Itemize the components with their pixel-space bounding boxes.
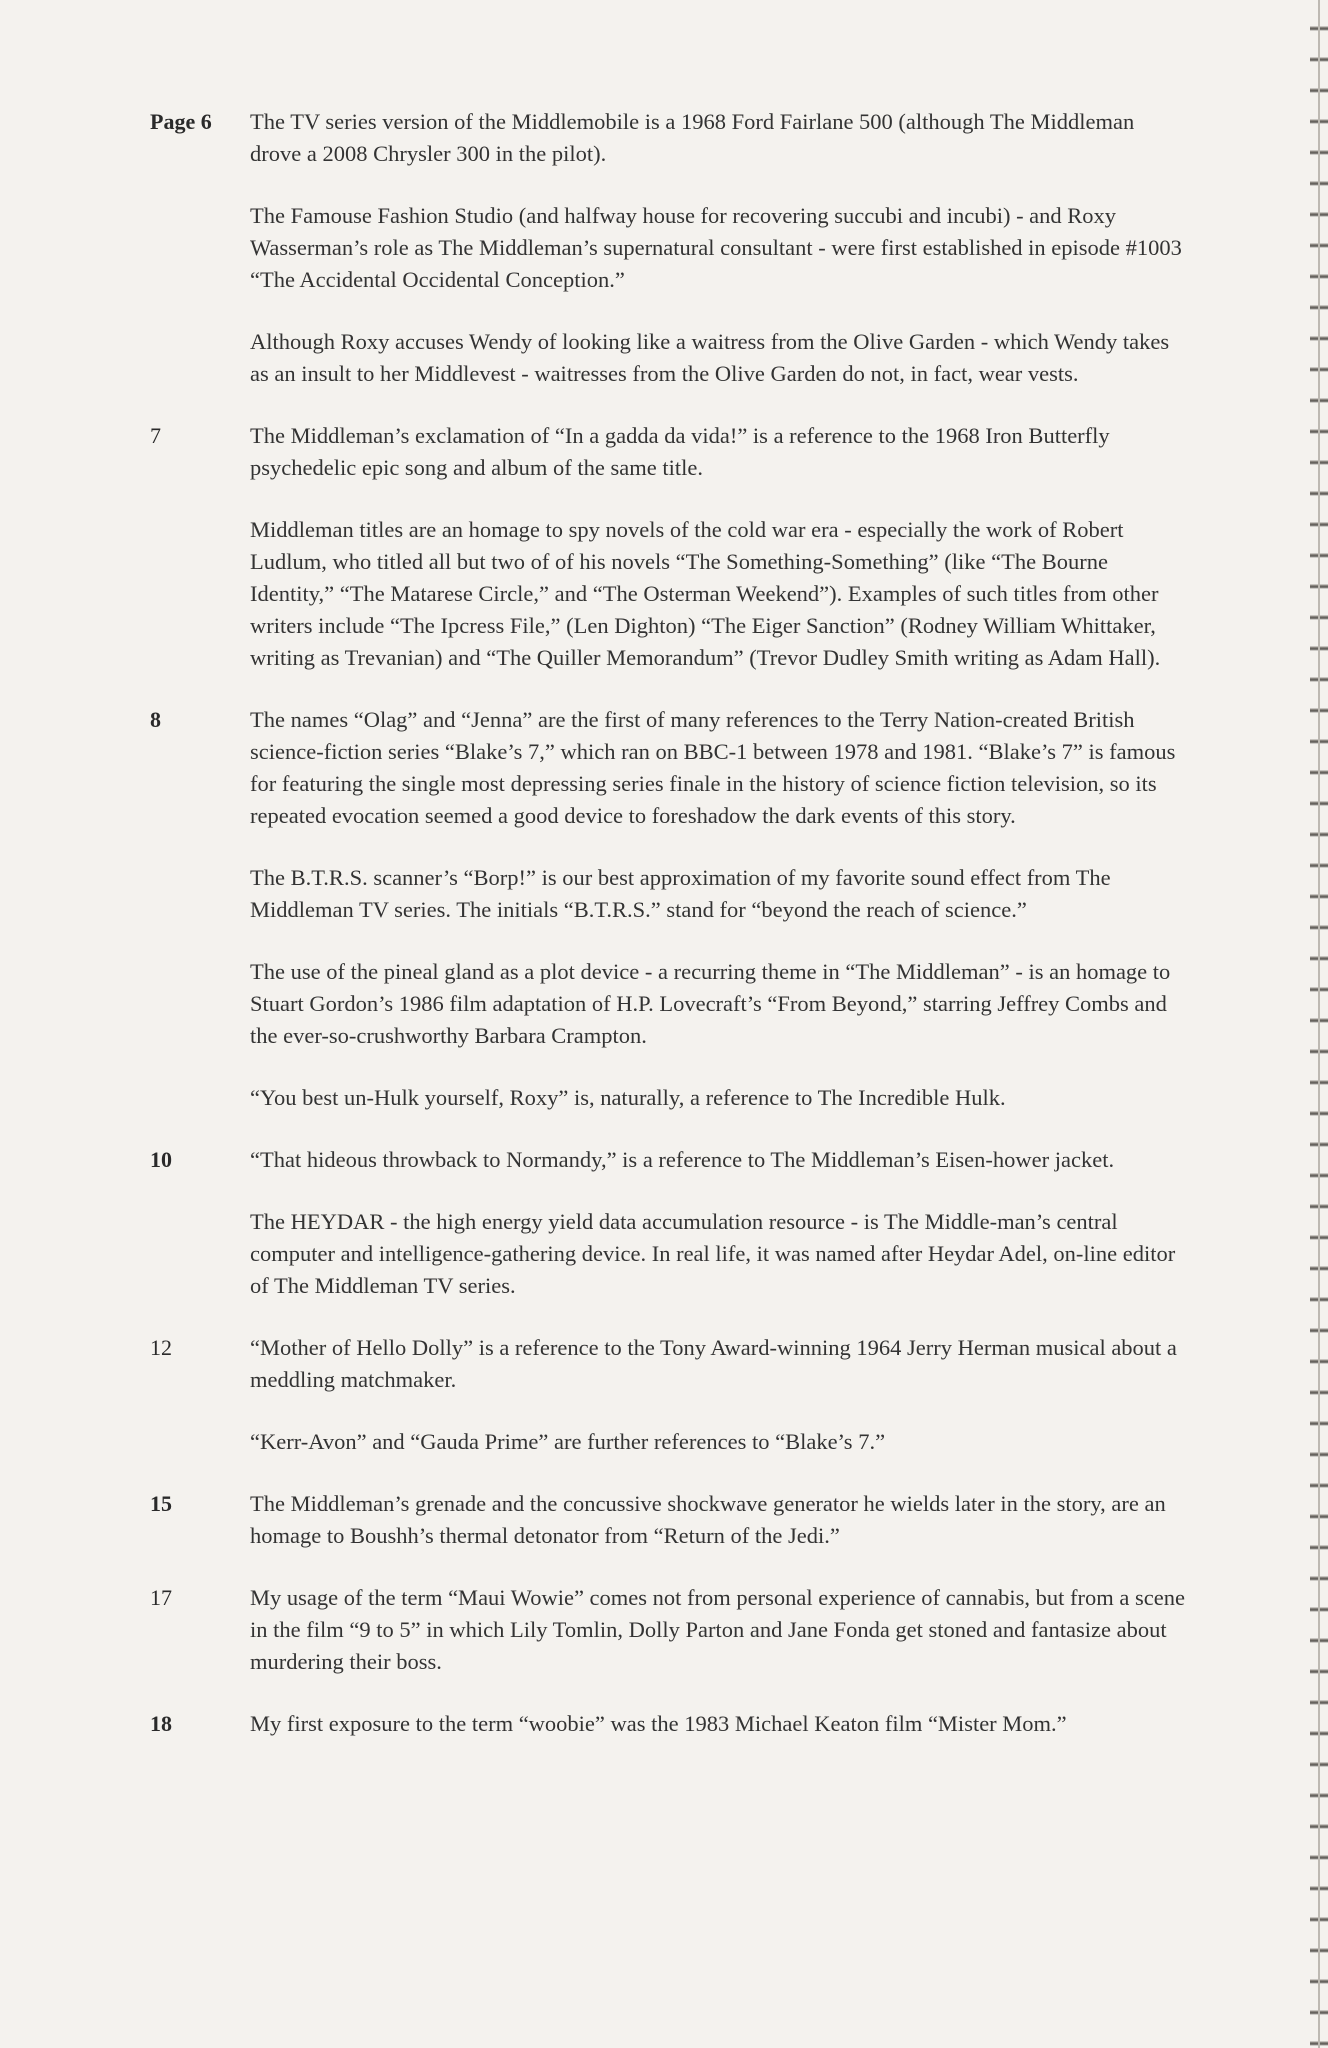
note-entry bbox=[0, 1144, 1328, 1302]
note-paragraph: The HEYDAR - the high energy yield data accumulation resource - is The Middle-man’s central computer and intelligence-gathering device. In real life, it was named after Heydar Adel, on-line editor of The Middleman TV series. bbox=[250, 1209, 1176, 1298]
note-paragraph: “Kerr-Avon” and “Gauda Prime” are further references to “Blake’s 7.” bbox=[250, 1429, 886, 1454]
note-paragraph: The Middleman’s grenade and the concussive shockwave generator he wields later in the story, are an homage to Boushh’s thermal detonator from “Return of the Jedi.” bbox=[250, 1491, 1166, 1548]
note-entry bbox=[0, 1708, 1328, 1740]
note-paragraph: The use of the pineal gland as a plot device - a recurring theme in “The Middleman” - is an homage to Stuart Gordon’s 1986 film adaptation of H.P. Lovecraft’s “From Beyond,” starring Jeffrey Combs and the ever-so-crushworthy Barbara Crampton. bbox=[250, 959, 1171, 1048]
page-number-label: 10 bbox=[150, 1147, 172, 1172]
notes-list bbox=[0, 106, 1328, 1770]
note-paragraph: My usage of the term “Maui Wowie” comes not from personal experience of cannabis, but from a scene in the film “9 to 5” in which Lily Tomlin, Dolly Parton and Jane Fonda get stoned and fantasize about murdering their boss. bbox=[250, 1585, 1185, 1674]
note-entry bbox=[0, 1582, 1328, 1678]
note-entry bbox=[0, 106, 1328, 390]
note-paragraph: My first exposure to the term “woobie” was the 1983 Michael Keaton film “Mister Mom.” bbox=[250, 1711, 1067, 1736]
note-paragraph: “That hideous throwback to Normandy,” is a reference to The Middleman’s Eisen-hower jacket. bbox=[250, 1147, 1115, 1172]
note-paragraph: The Famouse Fashion Studio (and halfway house for recovering succubi and incubi) - and Roxy Wasserman’s role as The Middleman’s supernatural consultant - were first established in episode #1003 “The Accidental Occidental Conception.” bbox=[250, 203, 1182, 292]
note-paragraph: Middleman titles are an homage to spy novels of the cold war era - especially the work of Robert Ludlum, who titled all but two of of his novels “The Something-Something” (like “The Bourne Identity,” “The Matarese Circle,” and “The Osterman Weekend”). Examples of such titles from other writers include “The Ipcress File,” (Len Dighton) “The Eiger Sanction” (Rodney William Whittaker, writing as Trevanian) and “The Quiller Memorandum” (Trevor Dudley Smith writing as Adam Hall). bbox=[250, 517, 1161, 670]
page-number-label: 7 bbox=[150, 423, 161, 448]
note-paragraph: “Mother of Hello Dolly” is a reference to the Tony Award-winning 1964 Jerry Herman musical about a meddling matchmaker. bbox=[250, 1335, 1177, 1392]
page-number-label: 17 bbox=[150, 1585, 172, 1610]
note-entry bbox=[0, 704, 1328, 1114]
note-paragraph: The TV series version of the Middlemobile is a 1968 Ford Fairlane 500 (although The Middleman drove a 2008 Chrysler 300 in the pilot). bbox=[250, 109, 1135, 166]
page-number-label: 8 bbox=[150, 707, 161, 732]
note-paragraph: The Middleman’s exclamation of “In a gadda da vida!” is a reference to the 1968 Iron Butterfly psychedelic epic song and album of the same title. bbox=[250, 423, 1110, 480]
page-number-label: 12 bbox=[150, 1335, 172, 1360]
note-paragraph: The B.T.R.S. scanner’s “Borp!” is our best approximation of my favorite sound effect from The Middleman TV series. The initials “B.T.R.S.” stand for “beyond the reach of science.” bbox=[250, 865, 1111, 922]
page-number-label: 18 bbox=[150, 1711, 172, 1736]
note-entry bbox=[0, 1332, 1328, 1458]
note-entry bbox=[0, 420, 1328, 674]
note-paragraph: Although Roxy accuses Wendy of looking like a waitress from the Olive Garden - which Wendy takes as an insult to her Middlevest - waitresses from the Olive Garden do not, in fact, wear vests. bbox=[250, 329, 1170, 386]
note-paragraph: The names “Olag” and “Jenna” are the first of many references to the Terry Nation-created British science-fiction series “Blake’s 7,” which ran on BBC-1 between 1978 and 1981. “Blake’s 7” is famous for featuring the single most depressing series finale in the history of science fiction television, so its repeated evocation seemed a good device to foreshadow the dark events of this story. bbox=[250, 707, 1176, 828]
note-entry bbox=[0, 1488, 1328, 1552]
page-number-label: 15 bbox=[150, 1491, 172, 1516]
note-paragraph: “You best un-Hulk yourself, Roxy” is, naturally, a reference to The Incredible Hulk. bbox=[250, 1085, 1006, 1110]
page-number-label: Page 6 bbox=[150, 109, 212, 134]
